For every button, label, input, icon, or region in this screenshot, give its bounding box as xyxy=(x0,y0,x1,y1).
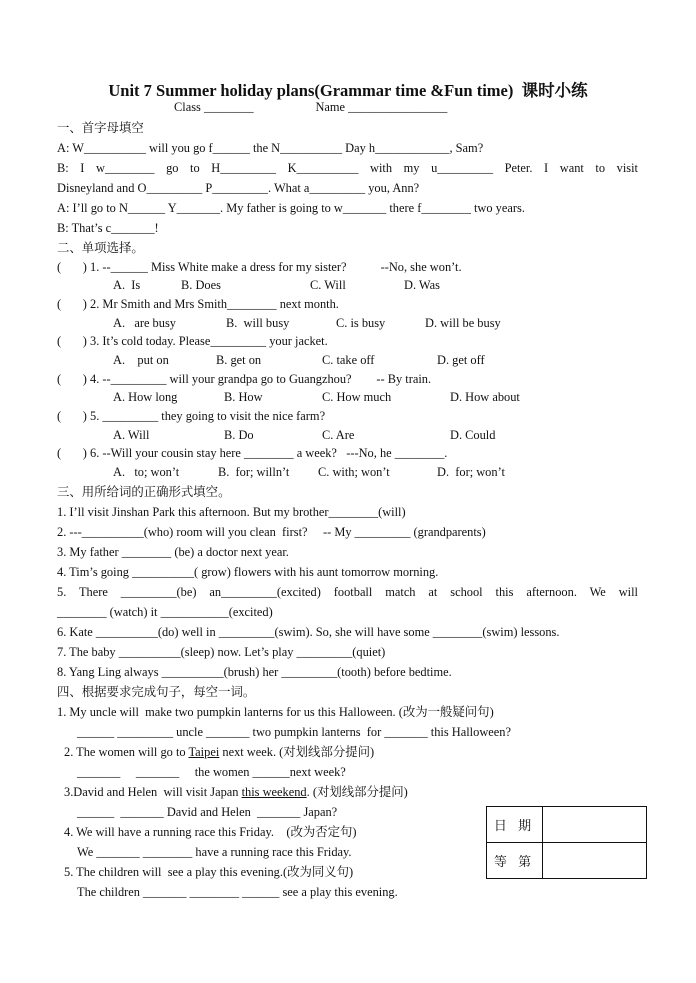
page-title: Unit 7 Summer holiday plans(Grammar time &Fun time) 课时小练 xyxy=(108,81,588,100)
mc-q2-option-d: D. will be busy xyxy=(425,316,501,330)
section-4-heading: 四、根据要求完成句子，每空一词。 xyxy=(57,685,256,699)
mc-question-3: ( ) 3. It’s cold today. Please_________ your jacket. xyxy=(57,334,328,348)
mc-question-1: ( ) 1. --______ Miss White make a dress for my sister? --No, she won’t. xyxy=(57,260,462,274)
mc-q6-option-d: D. for; won’t xyxy=(437,465,505,479)
mc-q3-option-d: D. get off xyxy=(437,353,485,367)
s4-q3-post: . (对划线部分提问) xyxy=(306,785,408,799)
mc-q2-option-c: C. is busy xyxy=(336,316,386,330)
mc-q1-option-c: C. Will xyxy=(310,278,346,292)
class-name-line: Class ________ Name ________________ xyxy=(174,100,448,114)
mc-question-5: ( ) 5. _________ they going to visit the nice farm? xyxy=(57,409,326,423)
s3-line-9: 8. Yang Ling always __________(brush) her _________(tooth) before bedtime. xyxy=(57,665,452,679)
mc-q6-option-b: B. for; willn’t xyxy=(218,465,290,479)
s4-q5-answer: The children _______ ________ ______ see a play this evening. xyxy=(77,885,398,899)
s3-line-5: 5. There _________(be) an_________(excited) football match at school this afternoon. We will xyxy=(57,585,638,599)
mc-q1-option-d: D. Was xyxy=(404,278,440,292)
mc-q6-option-c: C. with; won’t xyxy=(318,465,390,479)
mc-q2-option-a: A. are busy xyxy=(113,316,176,330)
mc-question-6: ( ) 6. --Will your cousin stay here ________ a week? ---No, he ________. xyxy=(57,446,448,460)
s4-q3-pre: 3.David and Helen will visit Japan xyxy=(64,785,242,799)
mc-q6-option-a: A. to; won’t xyxy=(113,465,180,479)
s1-line-2: B: I w________ go to H_________ K__________ with my u_________ Peter. I want to visit xyxy=(57,161,638,175)
s4-q3-underlined: this weekend xyxy=(241,785,307,799)
date-label: 日 期 xyxy=(487,807,543,843)
s3-line-3: 3. My father ________ (be) a doctor next year. xyxy=(57,545,289,559)
mc-q3-option-c: C. take off xyxy=(322,353,375,367)
mc-q4-option-c: C. How much xyxy=(322,390,392,404)
s3-line-8: 7. The baby __________(sleep) now. Let’s play _________(quiet) xyxy=(57,645,386,659)
grade-cell[interactable] xyxy=(543,843,647,879)
section-1-heading: 一、首字母填空 xyxy=(57,121,144,135)
s4-q2-pre: 2. The women will go to xyxy=(64,745,189,759)
mc-q2-option-b: B. will busy xyxy=(226,316,290,330)
s1-line-3: Disneyland and O_________ P_________. What a_________ you, Ann? xyxy=(57,181,420,195)
s4-q3 xyxy=(64,784,408,800)
section-3-heading: 三、用所给词的正确形式填空。 xyxy=(57,485,231,499)
s3-line-6: ________ (watch) it ___________(excited) xyxy=(57,605,273,619)
s4-q1: 1. My uncle will make two pumpkin lanterns for us this Halloween. (改为一般疑问句) xyxy=(57,705,494,719)
s3-line-1: 1. I’ll visit Jinshan Park this afternoon. But my brother________(will) xyxy=(57,505,406,519)
mc-q4-option-d: D. How about xyxy=(450,390,520,404)
s4-q2-post: next week. (对划线部分提问) xyxy=(219,745,375,759)
mc-q1-option-b: B. Does xyxy=(181,278,221,292)
mc-q4-option-a: A. How long xyxy=(113,390,178,404)
s4-q2-answer: _______ _______ the women ______next week? xyxy=(77,765,346,779)
s3-line-2: 2. ---__________(who) room will you clean first? -- My _________ (grandparents) xyxy=(57,525,486,539)
date-cell[interactable] xyxy=(543,807,647,843)
mc-q3-option-a: A. put on xyxy=(113,353,169,367)
mc-q1-option-a: A. Is xyxy=(113,278,141,292)
grade-label: 等 第 xyxy=(487,843,543,879)
date-grade-table xyxy=(486,806,647,879)
s3-line-4: 4. Tim’s going __________( grow) flowers with his aunt tomorrow morning. xyxy=(57,565,439,579)
mc-q4-option-b: B. How xyxy=(224,390,263,404)
s4-q5: 5. The children will see a play this evening.(改为同义句) xyxy=(64,865,354,879)
mc-q5-option-b: B. Do xyxy=(224,428,254,442)
mc-q3-option-b: B. get on xyxy=(216,353,262,367)
s4-q4-answer: We _______ ________ have a running race this Friday. xyxy=(77,845,352,859)
mc-question-2: ( ) 2. Mr Smith and Mrs Smith________ next month. xyxy=(57,297,339,311)
s1-line-4: A: I’ll go to N______ Y_______. My father is going to w_______ there f________ two years. xyxy=(57,201,525,215)
s4-q3-answer: ______ _______ David and Helen _______ Japan? xyxy=(77,805,338,819)
s4-q4: 4. We will have a running race this Friday. (改为否定句) xyxy=(64,825,357,839)
s1-line-1: A: W__________ will you go f______ the N__________ Day h____________, Sam? xyxy=(57,141,484,155)
section-2-heading: 二、单项选择。 xyxy=(57,241,144,255)
mc-question-4: ( ) 4. --_________ will your grandpa go to Guangzhou? -- By train. xyxy=(57,372,432,386)
mc-q5-option-c: C. Are xyxy=(322,428,355,442)
mc-q5-option-a: A. Will xyxy=(113,428,150,442)
s1-line-5: B: That’s c_______! xyxy=(57,221,159,235)
mc-q5-option-d: D. Could xyxy=(450,428,496,442)
s4-q1-answer: ______ _________ uncle _______ two pumpkin lanterns for _______ this Halloween? xyxy=(77,725,511,739)
s4-q2 xyxy=(64,744,374,760)
s4-q2-underlined: Taipei xyxy=(188,745,220,759)
s3-line-7: 6. Kate __________(do) well in _________(swim). So, she will have some ________(swim) lessons. xyxy=(57,625,560,639)
